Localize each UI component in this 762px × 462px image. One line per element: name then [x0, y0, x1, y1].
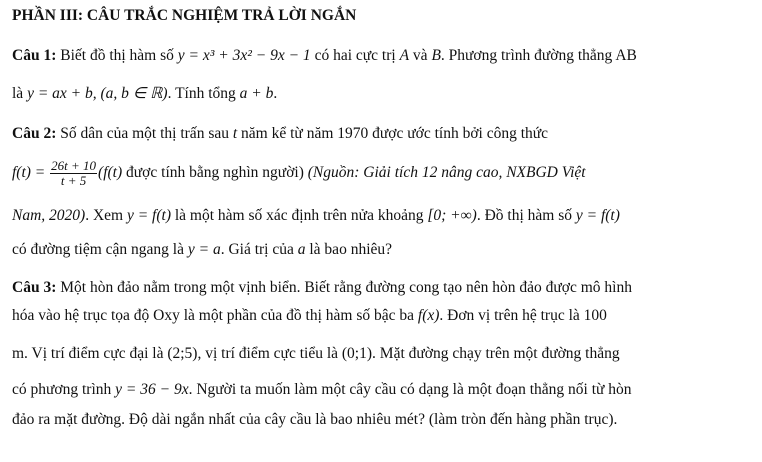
- q3-line-1: [12, 278, 632, 298]
- q3-line-5: [12, 410, 617, 430]
- q3-line-2: [12, 306, 607, 326]
- q2-text: Số dân của một thị trấn sau: [56, 125, 233, 142]
- q1-point-b: B: [431, 47, 441, 64]
- q3-function: f(x): [417, 307, 440, 324]
- q2-text: có đường tiệm cận ngang là: [12, 241, 188, 258]
- q2-text: là một hàm số xác định trên nửa khoảng: [171, 207, 428, 224]
- q1-text: .: [273, 85, 278, 102]
- q2-line-4: [12, 240, 392, 260]
- q2-text: là bao nhiêu?: [305, 241, 393, 258]
- q3-text: hóa vào hệ trục tọa độ Oxy là một phần của đồ thị hàm số bậc ba: [12, 307, 418, 324]
- q1-text: là: [12, 85, 28, 102]
- q3-line-3: [12, 344, 620, 364]
- q3-text: m. Vị trí điểm cực đại là: [12, 345, 168, 362]
- q2-var-t: t: [232, 125, 238, 142]
- q3-text: đảo ra mặt đường. Độ dài ngắn nhất của cây cầu là bao nhiêu mét? (làm tròn đến hàng phần trục).: [12, 411, 618, 428]
- q2-line-1: [12, 124, 548, 144]
- section-title: PHẦN III: CÂU TRẮC NGHIỆM TRẢ LỜI NGẮN: [12, 7, 357, 24]
- q2-asymptote: y = a: [187, 241, 221, 258]
- q1-line-equation: y = ax + b, (a, b ∈ ℝ): [27, 85, 168, 102]
- q1-text: và: [409, 47, 432, 64]
- q3-text: có phương trình: [12, 381, 116, 398]
- q2-function-lhs: f(t) =: [12, 164, 46, 181]
- q1-text: Biết đồ thị hàm số: [56, 47, 178, 64]
- q2-line-3: [12, 206, 620, 226]
- q1-point-a: A: [399, 47, 410, 64]
- q2-interval: [0; +∞): [427, 207, 477, 224]
- q2-source: (Nguồn: Giải tích 12 nâng cao, NXBGD Việt: [307, 164, 586, 181]
- q1-label: Câu 1:: [12, 47, 57, 64]
- q3-text: . Đơn vị trên hệ trục là 100: [439, 307, 607, 324]
- q2-fraction: [50, 159, 97, 188]
- q1-text: . Phương trình đường thẳng AB: [440, 47, 637, 64]
- q3-text: Một hòn đảo nằm trong một vịnh biển. Biết rằng đường cong tạo nên hòn đảo được mô hình: [56, 279, 632, 296]
- q3-text: . Người ta muốn làm một cây cầu có dạng là một đoạn thẳng nối từ hòn: [188, 381, 632, 398]
- q1-line-2: [12, 84, 277, 104]
- q3-road-equation: y = 36 − 9x: [115, 381, 189, 398]
- q3-label: Câu 3:: [12, 279, 57, 296]
- q2-text: . Xem: [85, 207, 127, 224]
- q2-text: được tính bằng nghìn người): [122, 164, 308, 181]
- q1-sum: a + b: [239, 85, 274, 102]
- q3-text: , vị trí điểm cực tiểu là: [197, 345, 342, 362]
- q2-text: . Giá trị của: [220, 241, 298, 258]
- q1-line-1: [12, 46, 637, 66]
- q2-label: Câu 2:: [12, 125, 57, 142]
- q3-line-4: [12, 380, 632, 400]
- q2-function-note: (f(t): [98, 164, 123, 181]
- q3-text: . Mặt đường chạy trên một đường thẳng: [372, 345, 620, 362]
- q1-text: có hai cực trị: [310, 47, 400, 64]
- q1-formula: y = x³ + 3x² − 9x − 1: [177, 47, 311, 64]
- q2-source: Nam, 2020): [12, 207, 86, 224]
- q3-max-point: (2;5): [167, 345, 198, 362]
- q2-text: năm kể từ năm 1970 được ước tính bởi công thức: [237, 125, 549, 142]
- q2-var-a: a: [297, 241, 306, 258]
- fraction-denominator: t + 5: [60, 172, 87, 188]
- fraction-numerator: 26t + 10: [51, 157, 97, 173]
- q2-function: y = f(t): [575, 207, 620, 224]
- q3-min-point: (0;1): [341, 345, 373, 362]
- q2-text: . Đồ thị hàm số: [476, 207, 576, 224]
- q2-line-2: [12, 156, 586, 190]
- q1-text: . Tính tổng: [167, 85, 240, 102]
- q2-function: y = f(t): [126, 207, 171, 224]
